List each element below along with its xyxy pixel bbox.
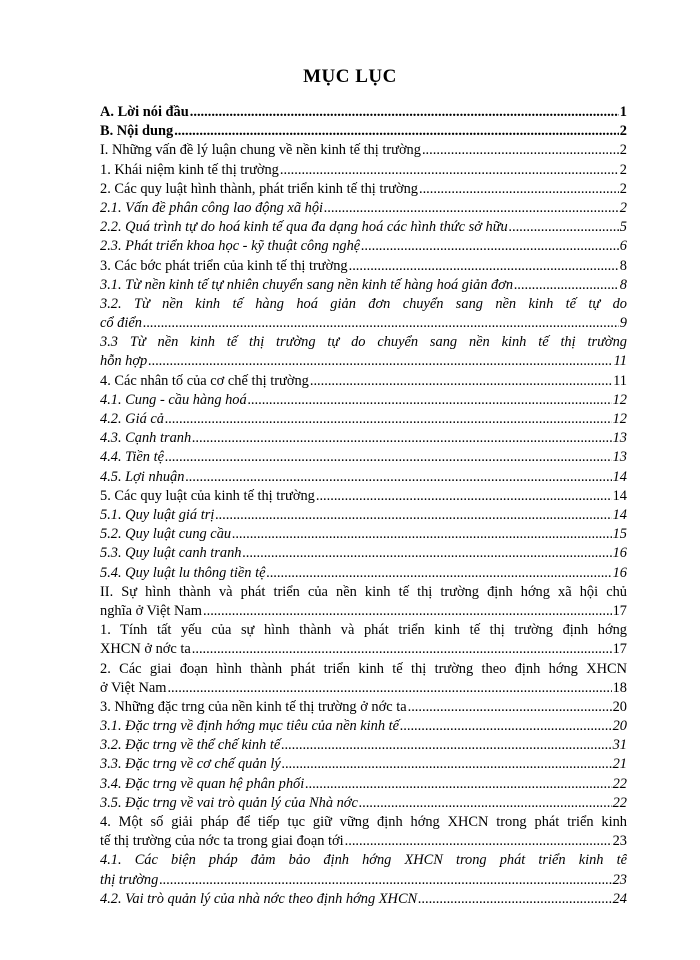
toc-entry (100, 276, 627, 295)
toc-dot-leader (310, 372, 612, 391)
toc-page-number: 18 (612, 679, 627, 696)
toc-page-number: 17 (612, 641, 627, 658)
toc-entry (100, 698, 627, 717)
toc-dot-leader (514, 276, 619, 295)
toc-dot-leader (361, 237, 619, 256)
toc-page-number: 2 (619, 199, 627, 216)
toc-dot-leader (232, 525, 612, 544)
toc-page-number: 1 (619, 104, 627, 120)
toc-entry-title-cont: XHCN ở nớc ta (100, 641, 191, 658)
toc-page-number: 8 (619, 276, 627, 293)
toc-dot-leader (143, 314, 619, 333)
toc-entry-title: 1. Tính tất yếu của sự hình thành và phát triển kinh tế thị trường định hớng (100, 622, 627, 639)
toc-page-number: 12 (612, 411, 627, 428)
toc-dot-leader (148, 352, 612, 371)
toc-dot-leader (185, 468, 611, 487)
toc-dot-leader (400, 717, 612, 736)
toc-dot-leader (243, 544, 612, 563)
toc-entry-title: 1. Khái niệm kinh tế thị trường (100, 161, 279, 178)
toc-dot-leader (174, 122, 619, 141)
toc-dot-leader (192, 429, 611, 448)
toc-entry (100, 755, 627, 774)
toc-page-number: 11 (613, 353, 627, 370)
toc-dot-leader (419, 180, 619, 199)
toc-page-number: 20 (612, 698, 627, 715)
toc-page-number: 23 (612, 833, 627, 850)
toc-page-number: 24 (612, 890, 627, 907)
toc-entry-title: 3.3 Từ nền kinh tế thị trường tự do chuyển sang nền kinh tế thị trường (100, 334, 627, 351)
toc-page-number: 9 (619, 315, 627, 332)
page-title: MỤC LỤC (303, 66, 397, 87)
toc-entry-title: 2.3. Phát triển khoa học - kỹ thuật công nghệ (100, 238, 361, 255)
toc-entry (100, 468, 627, 487)
toc-page-number: 12 (612, 391, 627, 408)
toc-entry (100, 890, 627, 909)
toc-page-number: 14 (612, 468, 627, 485)
toc-entry-title: 2. Các giai đoạn hình thành phát triển kinh tế thị trường theo định hớng XHCN (100, 660, 627, 677)
toc-dot-leader (418, 890, 611, 909)
toc-entry-title: 5. Các quy luật của kinh tế thị trường (100, 487, 315, 504)
toc-entry (100, 525, 627, 544)
toc-dot-leader (215, 506, 611, 525)
toc-entry (100, 237, 627, 256)
toc-entry-title-cont: hỗn hợp (100, 353, 148, 370)
toc-dot-leader (167, 679, 611, 698)
toc-page-number: 2 (619, 123, 627, 140)
toc-entry (100, 333, 627, 371)
toc-dot-leader (324, 199, 619, 218)
toc-entry (100, 429, 627, 448)
toc-entry-title: 5.3. Quy luật canh tranh (100, 545, 242, 562)
toc-page-number: 13 (612, 449, 627, 466)
toc-page-number: 2 (619, 161, 627, 178)
toc-dot-leader (359, 794, 612, 813)
toc-entry-title: 3.5. Đặc trng về vai trò quản lý của Nhà nớc (100, 794, 358, 811)
toc-entry-title-cont: tế thị trường của nớc ta trong giai đoạn tới (100, 833, 344, 850)
toc-dot-leader (349, 257, 619, 276)
toc-dot-leader (203, 602, 612, 621)
toc-entry-title: 4.4. Tiền tệ (100, 449, 164, 466)
toc-page-number: 6 (619, 238, 627, 255)
toc-entry (100, 161, 627, 180)
toc-page-number: 16 (612, 545, 627, 562)
toc-entry (100, 487, 627, 506)
toc-entry (100, 660, 627, 698)
toc-page-number: 14 (612, 487, 627, 504)
toc-entry (100, 448, 627, 467)
toc-entry-title: 3.1. Từ nền kinh tế tự nhiên chuyển sang nền kinh tế hàng hoá giản đơn (100, 276, 514, 293)
toc-entry-title: 3. Các bớc phát triển của kinh tế thị trường (100, 257, 348, 274)
toc-entry-title-cont: ở Việt Nam (100, 679, 167, 696)
toc-entry-title: II. Sự hình thành và phát triển của nền kinh tế thị trường định hớng xã hội chủ (100, 583, 627, 600)
toc-entry (100, 391, 627, 410)
toc-entry-title: 2.2. Quá trình tự do hoá kinh tế qua đa dạng hoá các hình thức sở hữu (100, 219, 508, 236)
toc-dot-leader (280, 161, 619, 180)
toc-dot-leader (266, 564, 611, 583)
toc-dot-leader (248, 391, 612, 410)
toc-dot-leader (345, 832, 612, 851)
toc-entry (100, 218, 627, 237)
toc-entry-title: 4.2. Vai trò quản lý của nhà nớc theo định hớng XHCN (100, 890, 418, 907)
toc-page-number: 11 (613, 372, 627, 389)
toc-entry (100, 257, 627, 276)
toc-dot-leader (190, 103, 619, 122)
toc-page-number: 21 (612, 756, 627, 773)
toc-entry-title: 4.5. Lợi nhuận (100, 468, 185, 485)
toc-entry-title: 4. Một số giải pháp để tiếp tục giữ vững định hớng XHCN trong phát triển kinh (100, 814, 627, 831)
toc-entry-title: 3.3. Đặc trng về cơ chế quản lý (100, 756, 281, 773)
toc-entry (100, 199, 627, 218)
toc-page-number: 15 (612, 526, 627, 543)
toc-entry-title-cont: nghĩa ở Việt Nam (100, 602, 202, 619)
toc-page-number: 5 (619, 219, 627, 236)
toc-entry-title: I. Những vấn đề lý luận chung về nền kinh tế thị trường (100, 142, 421, 159)
toc-entry-title-cont: cổ điển (100, 315, 142, 332)
toc-dot-leader (192, 640, 612, 659)
toc-entry-title: 5.1. Quy luật giá trị (100, 506, 215, 523)
toc-entry-title: 2.1. Vấn đề phân công lao động xã hội (100, 199, 324, 216)
toc-page-number: 20 (612, 718, 627, 735)
toc-entry-title: 3.4. Đặc trng về quan hệ phân phối (100, 775, 305, 792)
toc-entry-title: A. Lời nói đầu (100, 104, 189, 120)
toc-dot-leader (509, 218, 619, 237)
toc-entry (100, 122, 627, 141)
toc-entry-title: 4.1. Cung - cầu hàng hoá (100, 391, 247, 408)
toc-entry (100, 103, 627, 122)
toc-entry-title-cont: thị trường (100, 871, 159, 888)
toc-entry-title: 2. Các quy luật hình thành, phát triển kinh tế thị trường (100, 180, 418, 197)
toc-entry (100, 372, 627, 391)
toc-entry-title: B. Nội dung (100, 123, 174, 140)
toc-entry-title: 4.1. Các biện pháp đảm bảo định hớng XHCN trong phát triển kinh tế (100, 852, 627, 869)
toc-dot-leader (305, 775, 611, 794)
toc-entry-title: 5.2. Quy luật cung cầu (100, 526, 232, 543)
toc-page-number: 31 (612, 737, 627, 754)
toc-entry (100, 813, 627, 851)
toc-entry (100, 410, 627, 429)
toc-entry (100, 141, 627, 160)
toc-dot-leader (316, 487, 612, 506)
toc-dot-leader (165, 448, 612, 467)
toc-page-number: 22 (612, 794, 627, 811)
toc-dot-leader (422, 141, 619, 160)
toc-entry (100, 717, 627, 736)
toc-entry-title: 3. Những đặc trng của nền kinh tế thị trường ở nớc ta (100, 698, 407, 715)
toc-entry-title: 3.2. Từ nền kinh tế hàng hoá giản đơn chuyển sang nền kinh tế tự do (100, 295, 627, 312)
toc-entry (100, 794, 627, 813)
toc-entry-title: 4. Các nhân tố của cơ chế thị trường (100, 372, 309, 389)
toc-entry-title: 3.2. Đặc trng về thể chế kinh tế (100, 737, 281, 754)
toc-dot-leader (159, 871, 611, 890)
toc-dot-leader (282, 755, 612, 774)
toc-entry (100, 544, 627, 563)
toc-dot-leader (281, 736, 611, 755)
toc-entry (100, 736, 627, 755)
toc-entry (100, 180, 627, 199)
table-of-contents (100, 103, 627, 909)
toc-entry-title: 4.3. Cạnh tranh (100, 430, 192, 447)
toc-entry (100, 506, 627, 525)
toc-entry-title: 4.2. Giá cả (100, 411, 164, 428)
toc-entry (100, 564, 627, 583)
toc-page-number: 2 (619, 180, 627, 197)
toc-dot-leader (165, 410, 612, 429)
toc-page-number: 8 (619, 257, 627, 274)
toc-page-number: 14 (612, 506, 627, 523)
toc-page-number: 13 (612, 430, 627, 447)
toc-entry (100, 621, 627, 659)
toc-page-number: 16 (612, 564, 627, 581)
toc-entry (100, 775, 627, 794)
toc-page-number: 17 (612, 602, 627, 619)
toc-entry-title: 5.4. Quy luật lu thông tiền tệ (100, 564, 266, 581)
toc-entry (100, 583, 627, 621)
toc-page-number: 2 (619, 142, 627, 159)
toc-entry-title: 3.1. Đặc trng về định hớng mục tiêu của nền kinh tế (100, 718, 400, 735)
toc-entry (100, 295, 627, 333)
toc-entry (100, 851, 627, 889)
toc-page-number: 23 (612, 871, 627, 888)
toc-dot-leader (408, 698, 612, 717)
toc-page-number: 22 (612, 775, 627, 792)
